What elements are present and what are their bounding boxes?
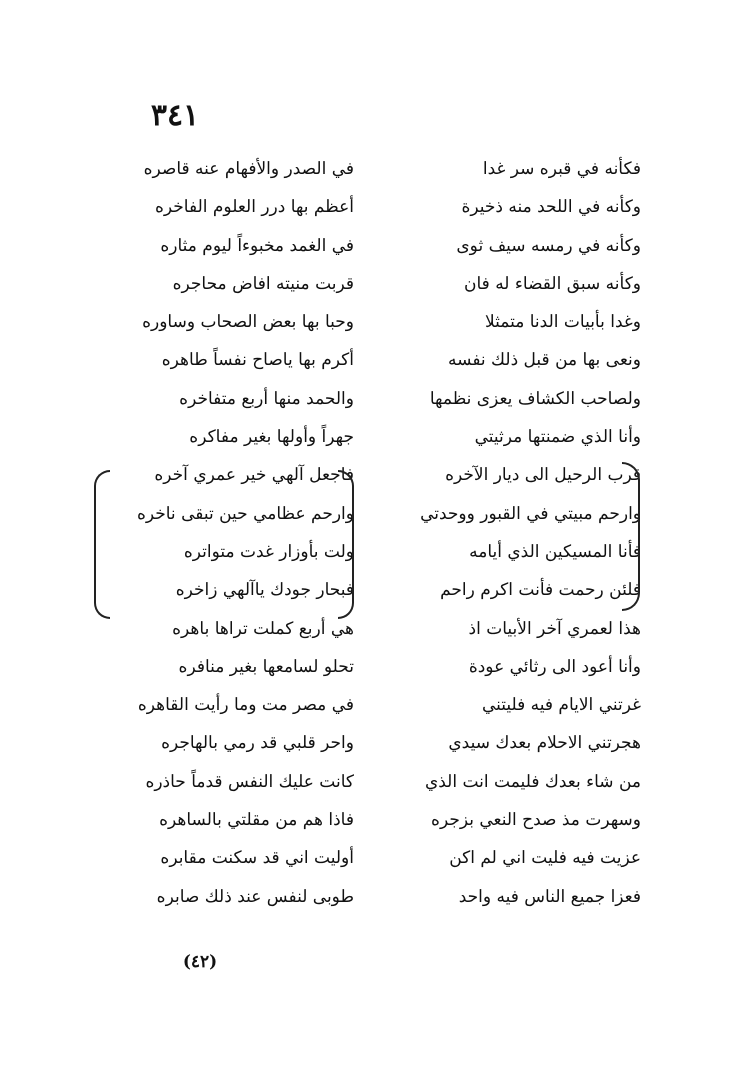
verse-line: فكأنه في قبره سر غدا <box>482 159 641 179</box>
verse-line: وارحم عظامي حين تبقى ناخره <box>136 503 354 524</box>
left-hemistich-column <box>92 150 354 916</box>
verse-line: غرتني الايام فيه فليتني <box>481 695 641 716</box>
verse-line: قرب الرحيل الى ديار الآخره <box>445 465 641 486</box>
verse-line: عزيت فيه فليت اني لم اكن <box>449 848 641 869</box>
verse-line: في الصدر والأفهام عنه قاصره <box>143 159 354 179</box>
verse-line: تحلو لسامعها بغير منافره <box>178 656 354 677</box>
verse-line: أوليت اني قد سكنت مقابره <box>160 848 354 869</box>
page-number: ٣٤١ <box>150 98 200 133</box>
verse-line: وحبا بها بعض الصحاب وساوره <box>142 312 354 333</box>
verse-line: وسهرت مذ صدح النعي بزجره <box>431 810 641 831</box>
verse-line: وكأنه في رمسه سيف ثوى <box>456 235 641 256</box>
verse-line: فبحار جودك ياآلهي زاخره <box>175 580 354 601</box>
verse-line: هجرتني الاحلام بعدك سيدي <box>448 733 641 754</box>
verse-line: فاجعل آلهي خير عمري آخره <box>154 465 354 486</box>
verse-line: في مصر مت وما رأيت القاهره <box>137 695 354 716</box>
verse-group-bracket-left-outer <box>94 470 110 619</box>
verse-group-bracket-right <box>622 462 640 611</box>
verse-line: وارحم مبيتي في القبور ووحدتي <box>420 503 641 524</box>
verse-line: وأنا الذي ضمنتها مرثيتي <box>474 427 641 448</box>
right-hemistich-column <box>383 150 641 916</box>
verse-line: ونعى بها من قبل ذلك نفسه <box>448 350 641 371</box>
verse-line: فأنا المسيكين الذي أيامه <box>469 541 641 562</box>
verse-line: جهراً وأولها بغير مفاكره <box>189 427 354 448</box>
verse-line: وكأنه في اللحد منه ذخيرة <box>461 197 641 218</box>
signature-number: (٤٢) <box>182 952 218 972</box>
verse-line: فاذا هم من مقلتي بالساهره <box>159 810 354 831</box>
verse-line: هي أربع كملت تراها باهره <box>172 618 354 639</box>
verse-line: في الغمد مخبوءاً ليوم مثاره <box>160 235 354 256</box>
verse-line: ولت بأوزار غدت متواتره <box>183 541 354 562</box>
verse-group-bracket-left-inner <box>338 470 354 619</box>
verse-line: من شاء بعدك فليمت انت الذي <box>424 771 641 792</box>
verse-line: قربت منيته افاض محاجره <box>172 273 354 294</box>
verse-line: ولصاحب الكشاف يعزى نظمها <box>429 388 641 409</box>
verse-line: أعظم بها درر العلوم الفاخره <box>155 197 354 218</box>
verse-line: والحمد منها أربع متفاخره <box>179 388 354 409</box>
verse-line: طوبى لنفس عند ذلك صابره <box>156 886 354 907</box>
verse-line: فعزا جميع الناس فيه واحد <box>458 886 641 907</box>
verse-line: كانت عليك النفس قدماً حاذره <box>145 771 354 792</box>
verse-line: واحر قلبي قد رمي بالهاجره <box>161 733 354 754</box>
verse-line: وكأنه سبق القضاء له فان <box>464 273 641 294</box>
verse-line: وغدا بأبيات الدنا متمثلا <box>485 312 641 333</box>
verse-line: فلئن رحمت فأنت اكرم راحم <box>440 580 641 601</box>
verse-line: وأنا أعود الى رثائي عودة <box>468 656 641 677</box>
verse-line: هذا لعمري آخر الأبيات اذ <box>468 618 641 639</box>
verse-line: أكرم بها ياصاح نفساً طاهره <box>161 350 354 371</box>
